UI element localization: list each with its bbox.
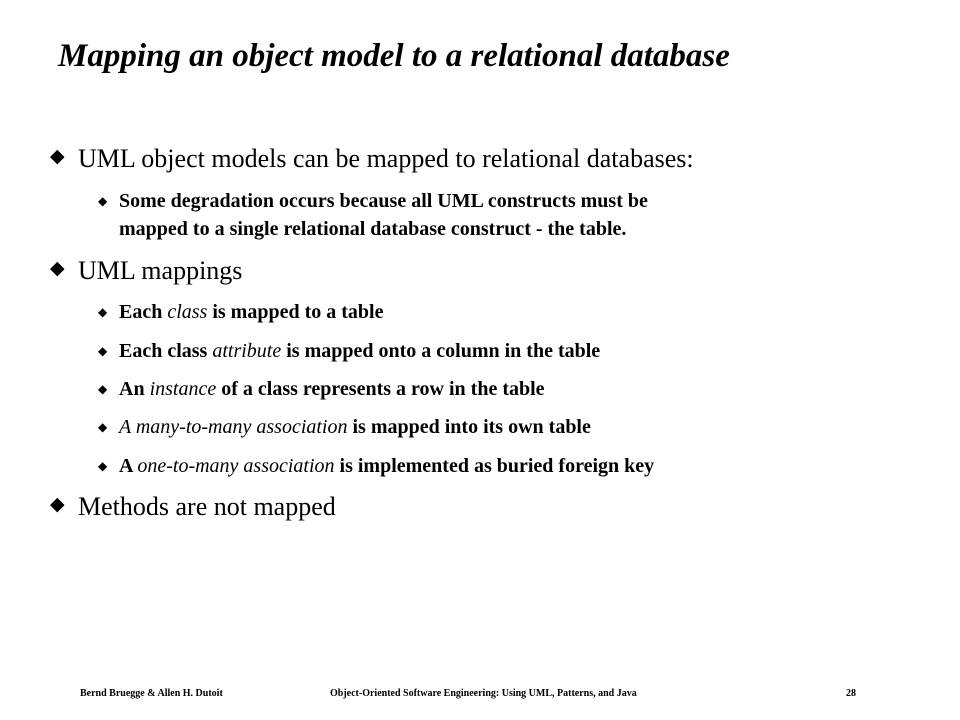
- footer-book-title: Object-Oriented Software Engineering: Using UML, Patterns, and Java: [330, 688, 637, 699]
- text-run: A: [119, 455, 138, 477]
- footer-authors: Bernd Bruegge & Allen H. Dutoit: [80, 688, 223, 699]
- text-run: is mapped to a table: [207, 301, 384, 323]
- small-diamond-bullet-icon: ◆: [98, 344, 108, 358]
- sub-bullet-text: [119, 375, 545, 403]
- page-number: 28: [846, 688, 856, 699]
- diamond-bullet-icon: ◆: [50, 493, 65, 515]
- bullet-text: UML mappings: [78, 256, 243, 285]
- text-run: is implemented as buried foreign key: [334, 455, 655, 477]
- emphasis-text: attribute: [212, 340, 282, 362]
- text-run: of a class represents a row in the table: [216, 378, 545, 400]
- sub-bullet-text: [119, 452, 654, 480]
- small-diamond-bullet-icon: ◆: [98, 459, 108, 473]
- small-diamond-bullet-icon: ◆: [98, 194, 108, 208]
- diamond-bullet-icon: ◆: [50, 257, 65, 279]
- small-diamond-bullet-icon: ◆: [98, 420, 108, 434]
- sub-bullet-text: [119, 337, 600, 365]
- diamond-bullet-icon: ◆: [50, 145, 65, 167]
- sub-bullet-line: Some degradation occurs because all UML constructs must be: [119, 190, 648, 212]
- slide-title: Mapping an object model to a relational database: [58, 38, 730, 74]
- bullet-text: UML object models can be mapped to relational databases:: [78, 144, 694, 173]
- sub-bullet-text: [119, 187, 648, 243]
- emphasis-text: class: [167, 301, 208, 323]
- text-run: Each: [119, 301, 168, 323]
- emphasis-text: A many-to-many association: [119, 416, 348, 438]
- bullet-text: Methods are not mapped: [78, 492, 336, 521]
- small-diamond-bullet-icon: ◆: [98, 382, 108, 396]
- emphasis-text: instance: [149, 378, 217, 400]
- small-diamond-bullet-icon: ◆: [98, 305, 108, 319]
- sub-bullet-line: mapped to a single relational database construct - the table.: [119, 218, 627, 240]
- sub-bullet-text: [119, 298, 383, 326]
- sub-bullet-text: [119, 413, 591, 441]
- text-run: Each class: [119, 340, 213, 362]
- emphasis-text: one-to-many association: [137, 455, 335, 477]
- text-run: is mapped into its own table: [347, 416, 591, 438]
- text-run: is mapped onto a column in the table: [281, 340, 601, 362]
- text-run: An: [119, 378, 150, 400]
